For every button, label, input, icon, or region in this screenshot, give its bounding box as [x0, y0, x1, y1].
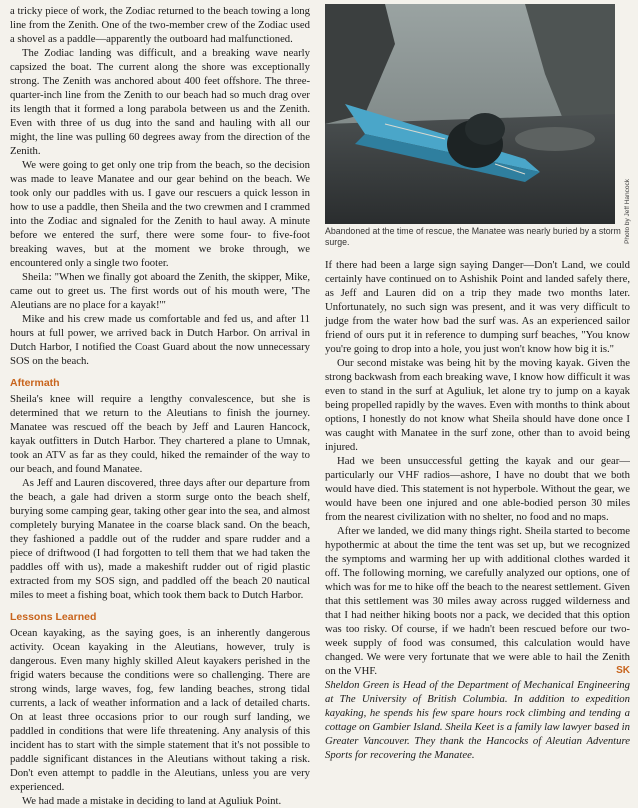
body-paragraph-text: After we landed, we did many things right. Sheila started to become hypothermic at about the time the tent was set up, but we recognized the symptoms and warming her up with additional clothes warded it off. The following morning, we carefully analyzed our options, one of which was for me to hike off the beach to the nearest settlement. Given that this settlement was 30 miles away across rugged wilderness and that I had neither hiking boots nor a pack, we decided that this option was too risky. Of course, if we hadn't been rescued before our two-week supply of food was consumed, this calculation would have changed. We were very fortunate that we were able to hail the Zenith on the VHF. — [325, 525, 630, 677]
body-paragraph: We had made a mistake in deciding to land at Aguliuk Point. — [22, 795, 282, 807]
author-bio: Sheldon Green is Head of the Department of Mechanical Engineering at The University of British Columbia. In addition to expedition kayaking, he spends his few spare hours rock climbing and tending a cottage on Gambier Island. Sheila Keet is a family law lawyer based in Greater Vancouver. They thank the Hancocks of Aleutian Adventure Sports for recovering the Manatee. — [325, 679, 630, 761]
photo-caption: Abandoned at the time of rescue, the Manatee was nearly buried by a storm surge. — [325, 226, 621, 247]
section-heading-lessons-learned: Lessons Learned — [10, 611, 97, 623]
body-paragraph: If there had been a large sign saying Danger—Don't Land, we could certainly have continued on to Ashishik Point and landed safely there, as Jeff and Lauren did on a trip they made two months later. Unfortunately, no such sign was present, and it was very difficult to judge from the water how bad the surf was. As an experienced sailor friend of ours put it in reference to dumping surf beaches, "You know you're going to drop into a hole, you just won't know how big it is." — [325, 259, 630, 355]
right-column — [325, 4, 630, 762]
body-paragraph — [325, 524, 630, 678]
body-paragraph: Sheila: "When we finally got aboard the Zenith, the skipper, Mike, came out to greet us. The first words out of his mouth were, 'The Aleutians are no place for a kayak!'" — [10, 271, 310, 311]
body-paragraph: Our second mistake was being hit by the moving kayak. Given the strong backwash from each breaking wave, I know how difficult it was even to stand in the surf at Aguliuk, let alone try to jump on a kayak being propelled rapidly by the waves. Even with months to think about options, I honestly do not know what Sheila should have done once I was caught with Manatee in the surf zone, other than to avoid being injured. — [325, 357, 630, 453]
body-paragraph: Mike and his crew made us comfortable and fed us, and after 11 hours at full power, we arrived back in Dutch Harbor. On arrival in Dutch Harbor, I notified the Coast Guard about the now unnecessary SOS on the beach. — [10, 313, 310, 367]
left-column — [10, 4, 310, 808]
author-initials-mark: SK — [616, 665, 630, 676]
section-heading-aftermath: Aftermath — [10, 377, 60, 389]
body-paragraph: Sheila's knee will require a lengthy convalescence, but she is determined that we return to the Aleutians to finish the journey. Manatee was rescued off the beach by Jeff and Lauren Hancock, kayak outfitters in Dutch Harbor. They chartered a plane to Umnak, took an ATV as far as they could, hiked the remainder of the way to our beach, and found Manatee. — [10, 393, 310, 475]
body-paragraph: Ocean kayaking, as the saying goes, is an inherently dangerous activity. Ocean kayaking in the Aleutians, however, truly is dangerous. Even many highly skilled Aleut kayakers perished in the frigid waters because the conditions were so challenging. There are strong winds, large waves, fog, few landing beaches, strong tidal currents, a lack of weather information and a lack of detailed charts. On at least three occasions prior to our rough surf landing, we paddled in conditions that were life threatening. Any analysis of this incident has to start with the simple statement that it's not possible to paddle significant distances in the Aleutians without taking a risk. Don't even attempt to paddle in the Aleutians, unless you are very experienced. — [10, 627, 310, 793]
body-paragraph: a tricky piece of work, the Zodiac returned to the beach towing a long line from the Zenith. One of the two-member crew of the Zodiac used a shovel as a paddle—apparently the outboard had malfunctioned. — [10, 5, 310, 45]
body-paragraph: We were going to get only one trip from the beach, so the decision was made to leave Manatee and our gear behind on the beach. We took only our paddles with us. I gave our rescuers a quick lesson in how to use a paddle, then Sheila and the two crewmen and I crammed into the Zodiac and signaled for the Zenith to haul away. A minute before we entered the surf, there were some four- to five-foot breaking waves, but at the moment we broke through, we encountered only a single two footer. — [10, 159, 310, 269]
body-paragraph: As Jeff and Lauren discovered, three days after our departure from the beach, a gale had driven a storm surge onto the beach shelf, burying some camping gear, taking other gear into the sea, and almost completely burying Manatee in the coarse black sand. On the beach, they fashioned a paddle out of the rudder and spare rudder and a piece of driftwood (I had forgotten to tell them that we had taken the paddles off with us), made a makeshift rudder out of rigid plastic extracted from my SOS sign, and paddled off the beach 20 nautical miles to meet a fishing boat, which took them back to Dutch Harbor. — [10, 477, 310, 601]
kayak-on-beach-image — [325, 4, 615, 224]
photo-credit: Photo by Jeff Hancock — [624, 179, 631, 244]
body-paragraph: The Zodiac landing was difficult, and a breaking wave nearly capsized the boat. The current along the shore was exceptionally strong. The Zenith was anchored about 400 feet offshore. The three-quarter-inch line from the Zenith to our beach had so much drag over its length that it formed a long parabola between us and the Zenith. Even with three of us dug into the sand and hauling with all our might, the line was pulling 60 degrees away from the direction of the Zenith. — [10, 47, 310, 157]
body-paragraph: Had we been unsuccessful getting the kayak and our gear—particularly our VHF radios—ashore, I have no doubt that we both would have died. This statement is not hyperbole. Without the gear, we would have been one injured and one able-bodied person 30 miles from the nearest civilization with no shelter, no food and no maps. — [325, 455, 630, 523]
